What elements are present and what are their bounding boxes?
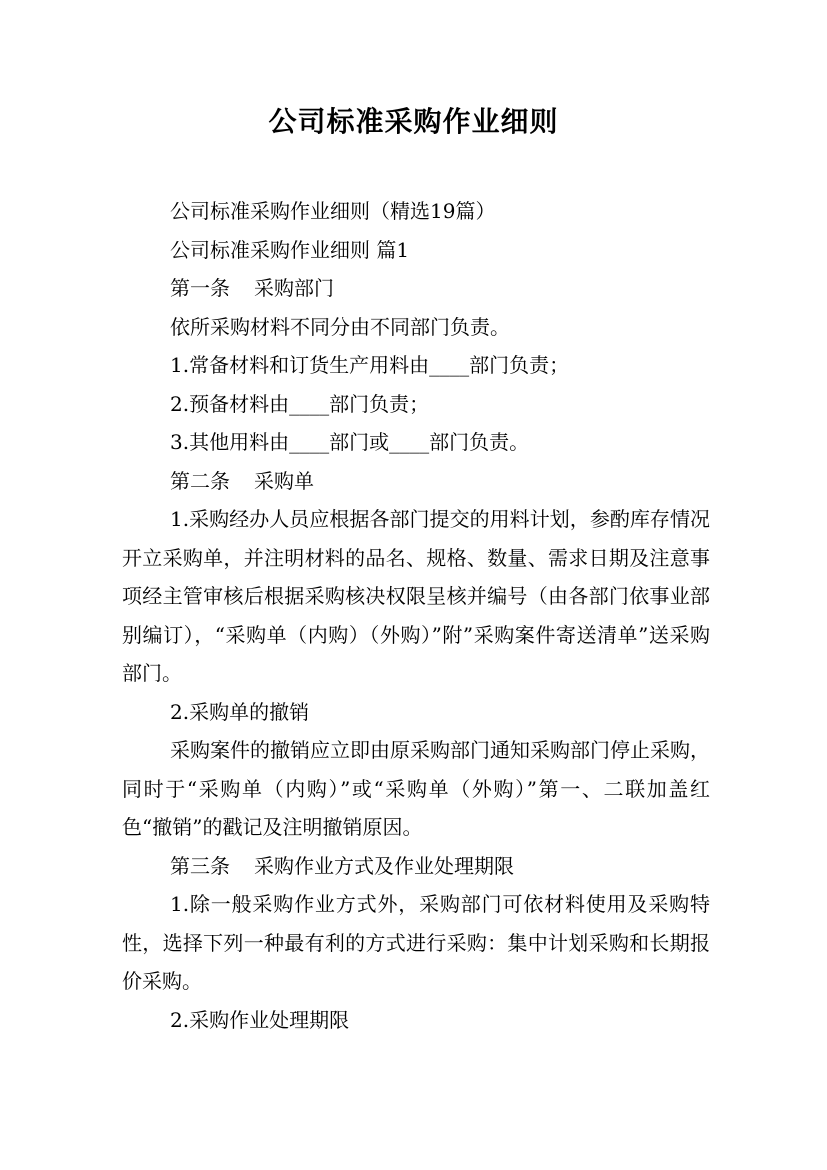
section-heading: 公司标准采购作业细则 篇1 xyxy=(170,237,410,262)
article-2-item-2-title: 2.采购单的撤销 xyxy=(170,699,310,724)
article-3-heading xyxy=(122,847,710,886)
article-1-intro: 依所采购材料不同分由不同部门负责。 xyxy=(170,314,510,339)
article-3-label: 第三条 xyxy=(170,853,230,878)
article-2-heading xyxy=(122,462,710,501)
article-1-item-2: 2.预备材料由____部门负责； xyxy=(170,391,430,416)
article-2-label: 第二条 xyxy=(170,468,230,493)
article-3-item-1: 1.除一般采购作业方式外，采购部门可依材料使用及采购特性，选择下列一种最有利的方式进行采购：集中计划采购和长期报价采购。 xyxy=(122,892,710,993)
article-1-heading xyxy=(122,269,710,308)
article-1-item-3: 3.其他用料由____部门或____部门负责。 xyxy=(170,430,530,454)
article-2-item-2-body: 采购案件的撤销应立即由原采购部门通知采购部门停止采购，同时于“采购单（内购）”或“采购单（外购）”第一、二联加盖红色“撤销”的戳记及注明撤销原因。 xyxy=(122,738,710,839)
article-2-name: 采购单 xyxy=(254,468,314,493)
article-2-item-1: 1.采购经办人员应根据各部门提交的用料计划，参酌库存情况开立采购单，并注明材料的品名、规格、数量、需求日期及注意事项经主管审核后根据采购核决权限呈核并编号（由各部门依事业部别编订），“采购单（内购）（外购）”附”采购案件寄送清单”送采购部门。 xyxy=(122,507,710,685)
article-3-name: 采购作业方式及作业处理期限 xyxy=(254,853,514,878)
document-body xyxy=(122,192,710,1039)
article-1-label: 第一条 xyxy=(170,276,230,300)
document-title: 公司标准采购作业细则 xyxy=(268,105,559,138)
article-1-item-1: 1.常备材料和订货生产用料由____部门负责； xyxy=(170,353,570,377)
article-1-name: 采购部门 xyxy=(254,276,334,300)
subtitle: 公司标准采购作业细则（精选19篇） xyxy=(170,199,496,223)
article-3-item-2: 2.采购作业处理期限 xyxy=(170,1007,350,1032)
